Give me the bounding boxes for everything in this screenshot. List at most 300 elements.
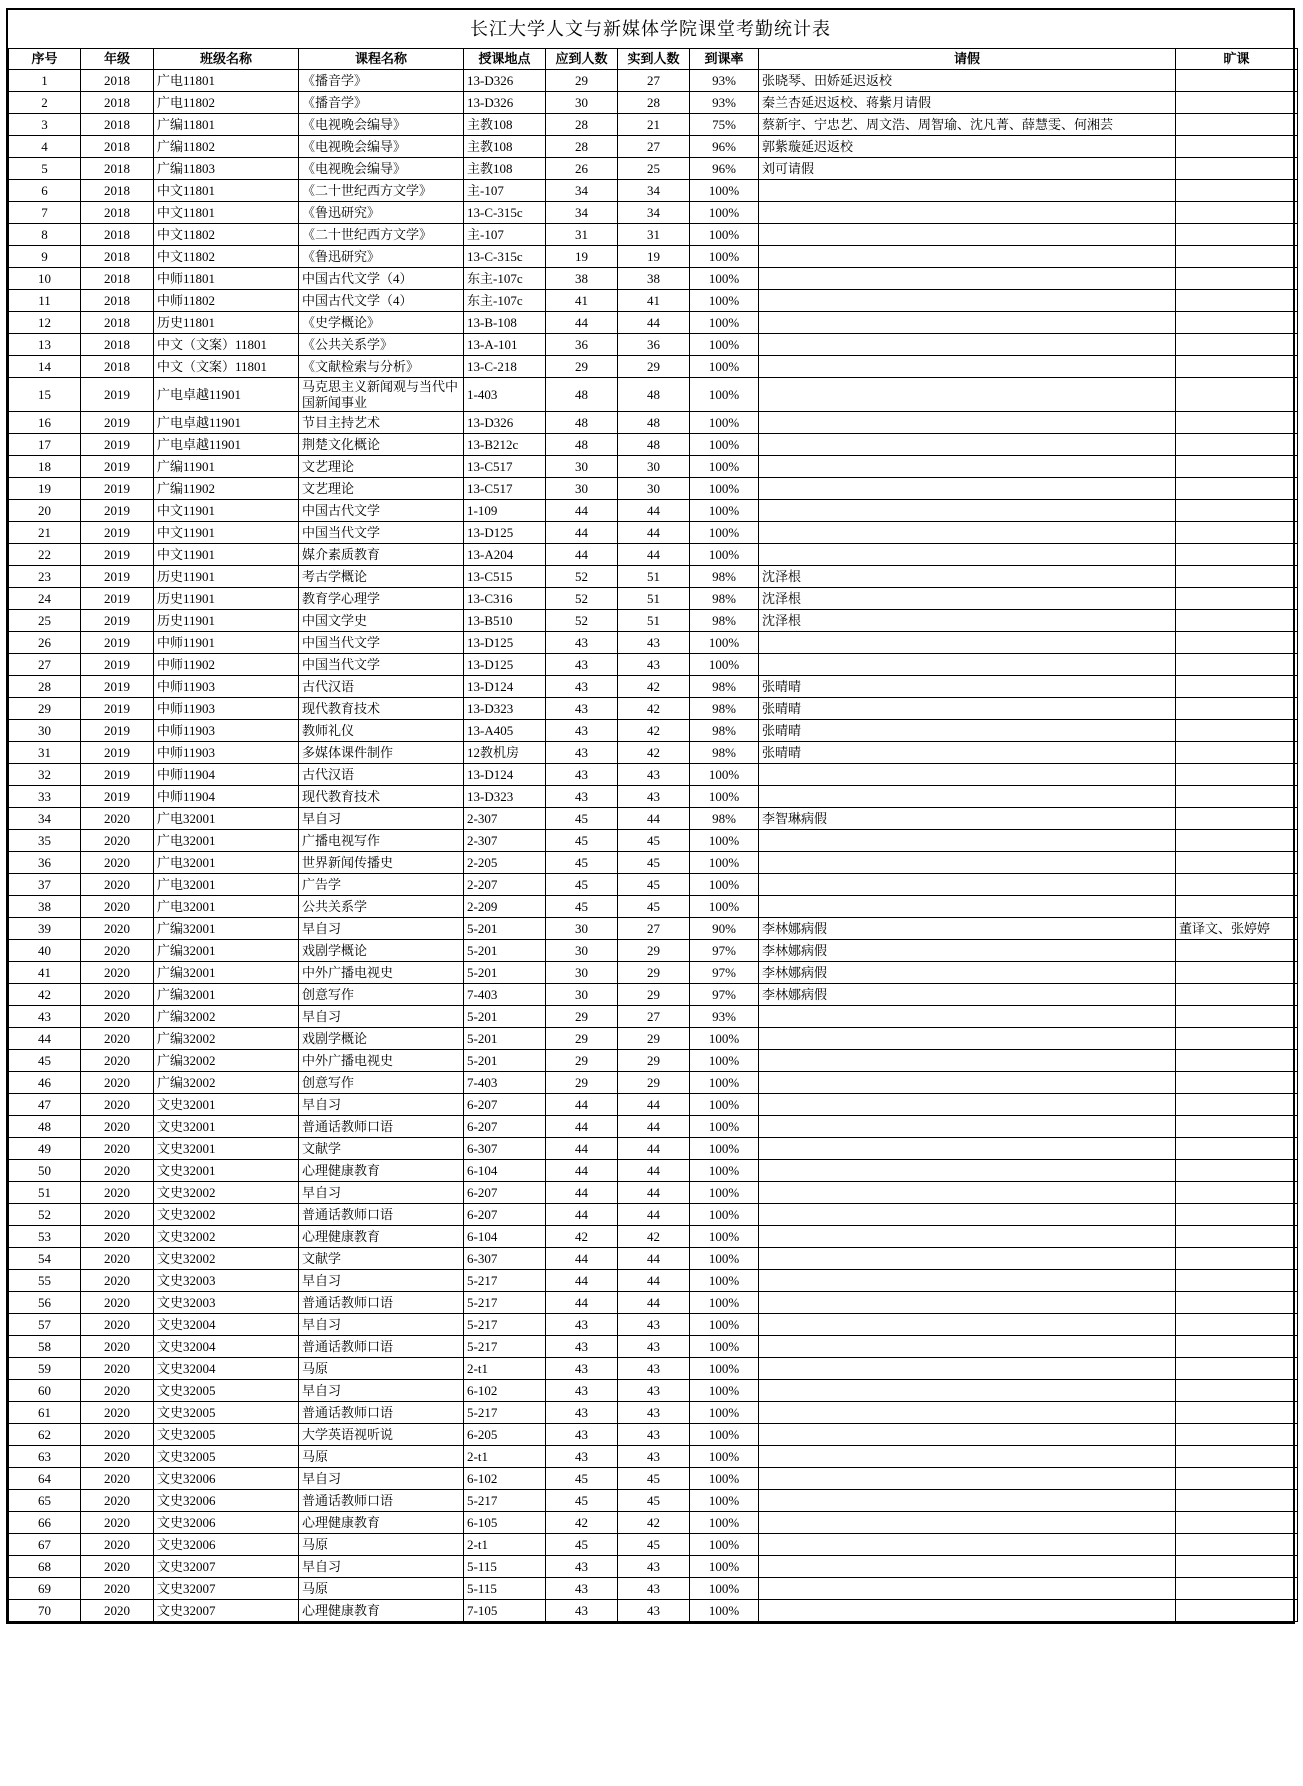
cell-absence <box>1176 1028 1298 1050</box>
cell-expected-count: 52 <box>546 566 618 588</box>
cell-attendance-rate: 100% <box>690 1336 759 1358</box>
cell-index: 68 <box>9 1556 81 1578</box>
cell-leave <box>759 632 1176 654</box>
table-row <box>9 896 1298 918</box>
table-row <box>9 1402 1298 1424</box>
cell-actual-count: 44 <box>618 1138 690 1160</box>
cell-grade: 2020 <box>81 1248 154 1270</box>
cell-actual-count: 29 <box>618 1028 690 1050</box>
cell-attendance-rate: 100% <box>690 1292 759 1314</box>
cell-location: 2-t1 <box>464 1446 546 1468</box>
cell-location: 主教108 <box>464 136 546 158</box>
cell-class-name: 中师11903 <box>154 720 299 742</box>
cell-absence <box>1176 896 1298 918</box>
cell-grade: 2018 <box>81 246 154 268</box>
cell-grade: 2019 <box>81 676 154 698</box>
cell-leave <box>759 1204 1176 1226</box>
cell-actual-count: 43 <box>618 1314 690 1336</box>
cell-leave: 李智琳病假 <box>759 808 1176 830</box>
cell-class-name: 中文（文案）11801 <box>154 334 299 356</box>
cell-expected-count: 29 <box>546 1006 618 1028</box>
cell-leave <box>759 224 1176 246</box>
cell-actual-count: 30 <box>618 456 690 478</box>
cell-index: 6 <box>9 180 81 202</box>
cell-leave <box>759 1116 1176 1138</box>
cell-expected-count: 44 <box>546 1182 618 1204</box>
cell-class-name: 历史11901 <box>154 588 299 610</box>
cell-class-name: 中文11801 <box>154 202 299 224</box>
cell-leave <box>759 1336 1176 1358</box>
cell-expected-count: 44 <box>546 544 618 566</box>
cell-attendance-rate: 100% <box>690 1028 759 1050</box>
cell-expected-count: 43 <box>546 1402 618 1424</box>
cell-leave <box>759 522 1176 544</box>
cell-attendance-rate: 100% <box>690 522 759 544</box>
cell-class-name: 文史32001 <box>154 1116 299 1138</box>
cell-class-name: 中师11901 <box>154 632 299 654</box>
cell-attendance-rate: 100% <box>690 1116 759 1138</box>
cell-grade: 2020 <box>81 896 154 918</box>
cell-absence <box>1176 1380 1298 1402</box>
table-row <box>9 1424 1298 1446</box>
cell-course-name: 《鲁迅研究》 <box>299 202 464 224</box>
cell-class-name: 中师11903 <box>154 742 299 764</box>
cell-absence <box>1176 742 1298 764</box>
cell-course-name: 《电视晚会编导》 <box>299 158 464 180</box>
cell-actual-count: 45 <box>618 830 690 852</box>
cell-absence <box>1176 698 1298 720</box>
cell-leave <box>759 1248 1176 1270</box>
cell-attendance-rate: 100% <box>690 1314 759 1336</box>
cell-expected-count: 30 <box>546 940 618 962</box>
cell-index: 51 <box>9 1182 81 1204</box>
cell-location: 5-217 <box>464 1292 546 1314</box>
cell-actual-count: 45 <box>618 896 690 918</box>
cell-grade: 2020 <box>81 1358 154 1380</box>
table-row <box>9 1358 1298 1380</box>
cell-actual-count: 51 <box>618 566 690 588</box>
table-row <box>9 1600 1298 1622</box>
cell-location: 13-B-108 <box>464 312 546 334</box>
cell-course-name: 普通话教师口语 <box>299 1336 464 1358</box>
cell-actual-count: 27 <box>618 70 690 92</box>
cell-index: 26 <box>9 632 81 654</box>
cell-absence <box>1176 720 1298 742</box>
cell-expected-count: 43 <box>546 698 618 720</box>
cell-index: 48 <box>9 1116 81 1138</box>
cell-attendance-rate: 100% <box>690 202 759 224</box>
cell-index: 60 <box>9 1380 81 1402</box>
cell-location: 13-A-101 <box>464 334 546 356</box>
cell-index: 39 <box>9 918 81 940</box>
cell-location: 2-t1 <box>464 1534 546 1556</box>
cell-actual-count: 21 <box>618 114 690 136</box>
cell-class-name: 广电卓越11901 <box>154 434 299 456</box>
table-row <box>9 312 1298 334</box>
cell-grade: 2020 <box>81 874 154 896</box>
cell-expected-count: 44 <box>546 1292 618 1314</box>
cell-grade: 2018 <box>81 334 154 356</box>
cell-expected-count: 26 <box>546 158 618 180</box>
header-row <box>9 49 1298 70</box>
table-row <box>9 136 1298 158</box>
attendance-table <box>8 48 1298 1622</box>
table-row <box>9 290 1298 312</box>
cell-location: 6-207 <box>464 1204 546 1226</box>
cell-grade: 2020 <box>81 830 154 852</box>
cell-absence <box>1176 246 1298 268</box>
cell-actual-count: 44 <box>618 1182 690 1204</box>
table-row <box>9 632 1298 654</box>
cell-class-name: 广电32001 <box>154 830 299 852</box>
cell-grade: 2019 <box>81 412 154 434</box>
cell-course-name: 中国当代文学 <box>299 654 464 676</box>
cell-index: 37 <box>9 874 81 896</box>
cell-location: 主-107 <box>464 180 546 202</box>
cell-course-name: 早自习 <box>299 1270 464 1292</box>
cell-actual-count: 43 <box>618 1424 690 1446</box>
cell-absence <box>1176 1556 1298 1578</box>
cell-class-name: 历史11901 <box>154 610 299 632</box>
cell-course-name: 马原 <box>299 1446 464 1468</box>
cell-index: 61 <box>9 1402 81 1424</box>
cell-leave <box>759 830 1176 852</box>
cell-expected-count: 31 <box>546 224 618 246</box>
cell-grade: 2020 <box>81 1182 154 1204</box>
cell-expected-count: 43 <box>546 1424 618 1446</box>
cell-course-name: 早自习 <box>299 1468 464 1490</box>
cell-index: 42 <box>9 984 81 1006</box>
cell-class-name: 文史32006 <box>154 1534 299 1556</box>
cell-index: 15 <box>9 378 81 412</box>
cell-expected-count: 44 <box>546 1116 618 1138</box>
cell-index: 8 <box>9 224 81 246</box>
cell-class-name: 文史32006 <box>154 1468 299 1490</box>
table-row <box>9 114 1298 136</box>
cell-index: 29 <box>9 698 81 720</box>
cell-attendance-rate: 98% <box>690 588 759 610</box>
cell-leave <box>759 500 1176 522</box>
table-row <box>9 1556 1298 1578</box>
cell-actual-count: 29 <box>618 356 690 378</box>
table-row <box>9 70 1298 92</box>
table-row <box>9 434 1298 456</box>
cell-class-name: 文史32004 <box>154 1314 299 1336</box>
cell-leave: 张晴晴 <box>759 698 1176 720</box>
cell-grade: 2019 <box>81 764 154 786</box>
cell-leave: 张晴晴 <box>759 720 1176 742</box>
cell-absence <box>1176 764 1298 786</box>
cell-actual-count: 45 <box>618 874 690 896</box>
cell-course-name: 教育学心理学 <box>299 588 464 610</box>
cell-grade: 2019 <box>81 522 154 544</box>
table-row <box>9 1512 1298 1534</box>
cell-index: 53 <box>9 1226 81 1248</box>
cell-index: 58 <box>9 1336 81 1358</box>
cell-absence: 董译文、张婷婷 <box>1176 918 1298 940</box>
cell-location: 5-201 <box>464 1028 546 1050</box>
cell-expected-count: 48 <box>546 412 618 434</box>
column-header-actual-count: 实到人数 <box>618 49 690 70</box>
cell-absence <box>1176 500 1298 522</box>
cell-location: 1-109 <box>464 500 546 522</box>
cell-actual-count: 43 <box>618 1446 690 1468</box>
cell-expected-count: 42 <box>546 1512 618 1534</box>
cell-actual-count: 44 <box>618 1204 690 1226</box>
cell-actual-count: 38 <box>618 268 690 290</box>
cell-index: 59 <box>9 1358 81 1380</box>
cell-leave: 郭紫璇延迟返校 <box>759 136 1176 158</box>
cell-actual-count: 42 <box>618 1226 690 1248</box>
cell-grade: 2020 <box>81 1050 154 1072</box>
cell-leave: 李林娜病假 <box>759 984 1176 1006</box>
cell-leave <box>759 1006 1176 1028</box>
cell-grade: 2020 <box>81 1600 154 1622</box>
cell-attendance-rate: 100% <box>690 1270 759 1292</box>
cell-location: 13-C-218 <box>464 356 546 378</box>
cell-absence <box>1176 676 1298 698</box>
table-row <box>9 544 1298 566</box>
cell-class-name: 文史32003 <box>154 1270 299 1292</box>
page-title: 长江大学人文与新媒体学院课堂考勤统计表 <box>470 19 831 39</box>
cell-index: 65 <box>9 1490 81 1512</box>
cell-index: 54 <box>9 1248 81 1270</box>
cell-expected-count: 43 <box>546 1446 618 1468</box>
cell-index: 2 <box>9 92 81 114</box>
cell-course-name: 现代教育技术 <box>299 698 464 720</box>
cell-grade: 2019 <box>81 500 154 522</box>
cell-actual-count: 42 <box>618 676 690 698</box>
cell-location: 2-307 <box>464 830 546 852</box>
cell-actual-count: 44 <box>618 808 690 830</box>
cell-expected-count: 44 <box>546 1204 618 1226</box>
cell-class-name: 广电卓越11901 <box>154 378 299 412</box>
cell-course-name: 《二十世纪西方文学》 <box>299 224 464 246</box>
cell-attendance-rate: 97% <box>690 962 759 984</box>
cell-expected-count: 43 <box>546 764 618 786</box>
cell-attendance-rate: 100% <box>690 1600 759 1622</box>
cell-course-name: 马原 <box>299 1578 464 1600</box>
cell-grade: 2018 <box>81 224 154 246</box>
cell-location: 5-201 <box>464 940 546 962</box>
cell-class-name: 文史32007 <box>154 1600 299 1622</box>
cell-absence <box>1176 566 1298 588</box>
cell-actual-count: 51 <box>618 588 690 610</box>
cell-index: 67 <box>9 1534 81 1556</box>
cell-index: 11 <box>9 290 81 312</box>
cell-actual-count: 48 <box>618 412 690 434</box>
cell-leave <box>759 1512 1176 1534</box>
cell-index: 33 <box>9 786 81 808</box>
table-row <box>9 1446 1298 1468</box>
cell-expected-count: 38 <box>546 268 618 290</box>
cell-absence <box>1176 312 1298 334</box>
cell-attendance-rate: 100% <box>690 1248 759 1270</box>
cell-absence <box>1176 1094 1298 1116</box>
cell-expected-count: 45 <box>546 1534 618 1556</box>
cell-class-name: 文史32006 <box>154 1490 299 1512</box>
cell-class-name: 广电11801 <box>154 70 299 92</box>
cell-expected-count: 43 <box>546 786 618 808</box>
cell-class-name: 文史32007 <box>154 1556 299 1578</box>
cell-index: 7 <box>9 202 81 224</box>
cell-grade: 2020 <box>81 1204 154 1226</box>
cell-course-name: 《鲁迅研究》 <box>299 246 464 268</box>
column-header-grade: 年级 <box>81 49 154 70</box>
cell-class-name: 广电32001 <box>154 808 299 830</box>
table-row <box>9 180 1298 202</box>
cell-actual-count: 27 <box>618 918 690 940</box>
table-row <box>9 1468 1298 1490</box>
table-row <box>9 202 1298 224</box>
table-row <box>9 654 1298 676</box>
cell-attendance-rate: 100% <box>690 434 759 456</box>
cell-actual-count: 43 <box>618 1358 690 1380</box>
cell-location: 5-201 <box>464 962 546 984</box>
cell-expected-count: 34 <box>546 180 618 202</box>
cell-grade: 2019 <box>81 566 154 588</box>
cell-course-name: 马克思主义新闻观与当代中国新闻事业 <box>299 378 464 412</box>
cell-grade: 2020 <box>81 1490 154 1512</box>
cell-grade: 2020 <box>81 1534 154 1556</box>
cell-actual-count: 45 <box>618 852 690 874</box>
cell-attendance-rate: 100% <box>690 1424 759 1446</box>
cell-index: 4 <box>9 136 81 158</box>
table-row <box>9 1490 1298 1512</box>
cell-leave <box>759 1446 1176 1468</box>
table-row <box>9 1578 1298 1600</box>
cell-grade: 2020 <box>81 808 154 830</box>
cell-attendance-rate: 98% <box>690 742 759 764</box>
cell-class-name: 广编32001 <box>154 918 299 940</box>
cell-class-name: 广编32002 <box>154 1050 299 1072</box>
cell-absence <box>1176 1182 1298 1204</box>
cell-location: 7-403 <box>464 984 546 1006</box>
cell-class-name: 文史32005 <box>154 1402 299 1424</box>
cell-index: 17 <box>9 434 81 456</box>
table-row <box>9 500 1298 522</box>
cell-absence <box>1176 136 1298 158</box>
cell-attendance-rate: 98% <box>690 676 759 698</box>
cell-leave: 李林娜病假 <box>759 918 1176 940</box>
column-header-location: 授课地点 <box>464 49 546 70</box>
cell-expected-count: 45 <box>546 852 618 874</box>
cell-attendance-rate: 96% <box>690 136 759 158</box>
cell-absence <box>1176 1050 1298 1072</box>
cell-grade: 2020 <box>81 1556 154 1578</box>
cell-expected-count: 44 <box>546 1248 618 1270</box>
cell-grade: 2019 <box>81 632 154 654</box>
cell-grade: 2020 <box>81 1468 154 1490</box>
cell-grade: 2019 <box>81 434 154 456</box>
cell-class-name: 广编32002 <box>154 1028 299 1050</box>
cell-actual-count: 43 <box>618 654 690 676</box>
cell-course-name: 戏剧学概论 <box>299 940 464 962</box>
cell-index: 66 <box>9 1512 81 1534</box>
cell-attendance-rate: 100% <box>690 1578 759 1600</box>
table-row <box>9 158 1298 180</box>
cell-absence <box>1176 830 1298 852</box>
cell-absence <box>1176 610 1298 632</box>
cell-grade: 2019 <box>81 478 154 500</box>
cell-absence <box>1176 1226 1298 1248</box>
cell-class-name: 文史32001 <box>154 1094 299 1116</box>
cell-absence <box>1176 1578 1298 1600</box>
cell-location: 13-B510 <box>464 610 546 632</box>
cell-absence <box>1176 434 1298 456</box>
cell-absence <box>1176 1138 1298 1160</box>
cell-grade: 2019 <box>81 786 154 808</box>
cell-class-name: 文史32005 <box>154 1446 299 1468</box>
cell-grade: 2018 <box>81 136 154 158</box>
cell-class-name: 中师11903 <box>154 676 299 698</box>
cell-class-name: 中师11904 <box>154 786 299 808</box>
cell-attendance-rate: 97% <box>690 984 759 1006</box>
cell-attendance-rate: 100% <box>690 290 759 312</box>
cell-leave <box>759 268 1176 290</box>
cell-actual-count: 43 <box>618 632 690 654</box>
cell-leave <box>759 1490 1176 1512</box>
table-row <box>9 456 1298 478</box>
cell-expected-count: 43 <box>546 1556 618 1578</box>
cell-leave: 张晴晴 <box>759 742 1176 764</box>
cell-grade: 2018 <box>81 312 154 334</box>
attendance-table-wrap <box>6 8 1295 1624</box>
cell-class-name: 中师11802 <box>154 290 299 312</box>
cell-actual-count: 44 <box>618 1270 690 1292</box>
cell-absence <box>1176 1424 1298 1446</box>
cell-course-name: 广告学 <box>299 874 464 896</box>
cell-absence <box>1176 1160 1298 1182</box>
cell-index: 56 <box>9 1292 81 1314</box>
cell-index: 10 <box>9 268 81 290</box>
cell-expected-count: 41 <box>546 290 618 312</box>
cell-course-name: 《播音学》 <box>299 92 464 114</box>
cell-leave <box>759 1028 1176 1050</box>
cell-index: 25 <box>9 610 81 632</box>
cell-actual-count: 44 <box>618 522 690 544</box>
cell-class-name: 广编11801 <box>154 114 299 136</box>
cell-location: 13-C316 <box>464 588 546 610</box>
cell-location: 7-403 <box>464 1072 546 1094</box>
table-row <box>9 1094 1298 1116</box>
cell-index: 31 <box>9 742 81 764</box>
cell-leave <box>759 1226 1176 1248</box>
cell-class-name: 广编11902 <box>154 478 299 500</box>
cell-leave <box>759 1358 1176 1380</box>
cell-actual-count: 19 <box>618 246 690 268</box>
cell-grade: 2019 <box>81 720 154 742</box>
cell-expected-count: 43 <box>546 1380 618 1402</box>
cell-location: 13-C515 <box>464 566 546 588</box>
cell-expected-count: 45 <box>546 830 618 852</box>
cell-actual-count: 44 <box>618 500 690 522</box>
cell-index: 50 <box>9 1160 81 1182</box>
cell-actual-count: 45 <box>618 1534 690 1556</box>
cell-class-name: 广编32002 <box>154 1006 299 1028</box>
cell-absence <box>1176 1204 1298 1226</box>
cell-leave <box>759 1072 1176 1094</box>
column-header-class-name: 班级名称 <box>154 49 299 70</box>
cell-leave: 沈泽根 <box>759 610 1176 632</box>
cell-location: 东主-107c <box>464 290 546 312</box>
cell-attendance-rate: 100% <box>690 246 759 268</box>
cell-index: 14 <box>9 356 81 378</box>
cell-index: 20 <box>9 500 81 522</box>
cell-absence <box>1176 268 1298 290</box>
cell-grade: 2020 <box>81 1336 154 1358</box>
cell-attendance-rate: 93% <box>690 1006 759 1028</box>
